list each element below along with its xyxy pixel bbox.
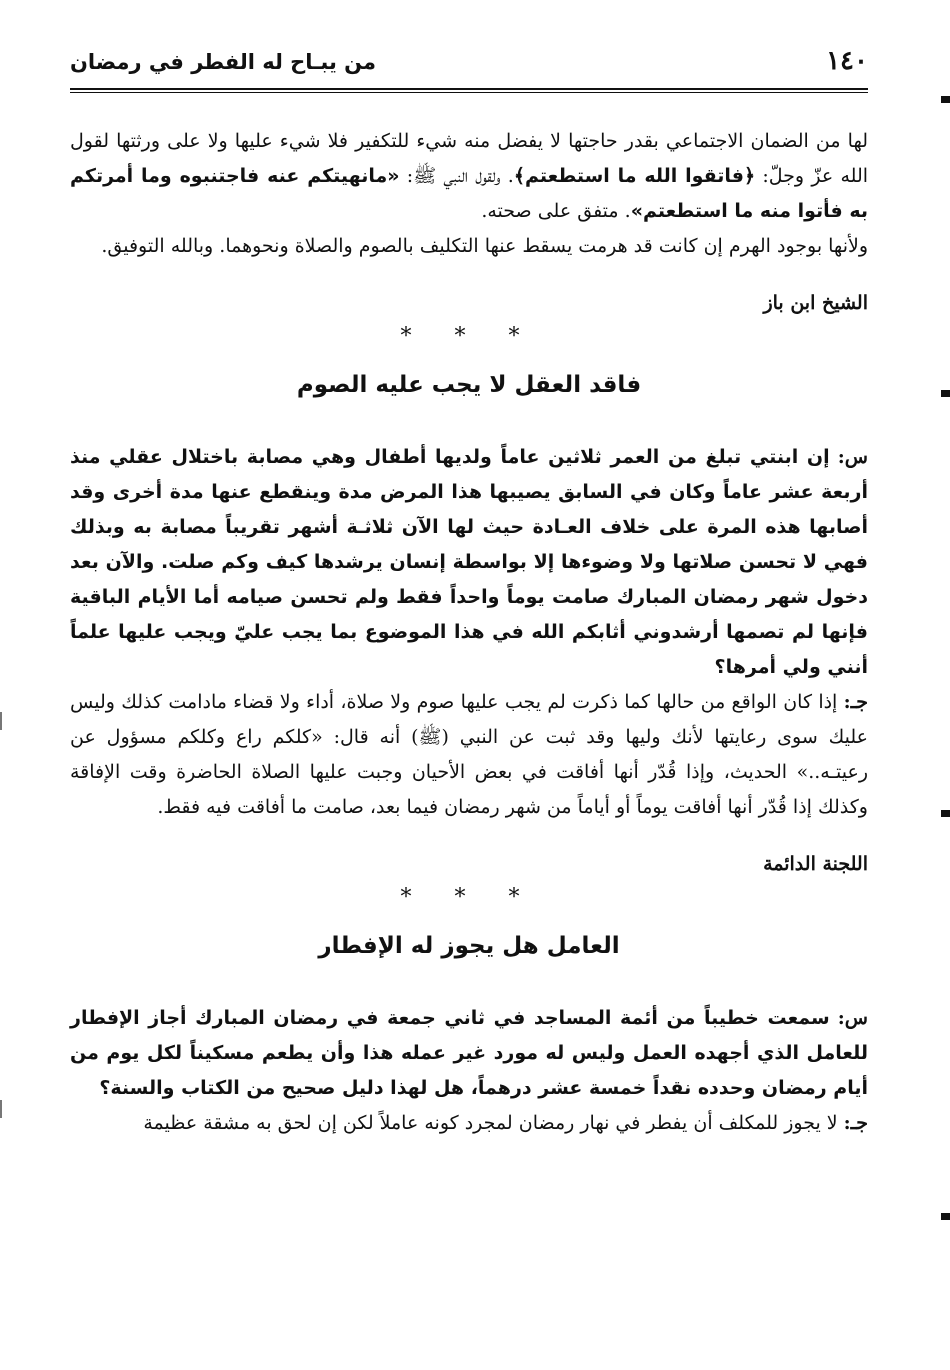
section-separator: * * *: [400, 885, 538, 910]
signature-ibn-baz: الشيخ ابن باز: [763, 292, 868, 314]
quran-quote: ﴿فاتقوا الله ما استطعتم﴾: [513, 165, 756, 187]
page-content: [70, 124, 868, 1141]
paragraph-text: . متفق على صحته.: [481, 200, 631, 222]
hadith-quote: «مانهيتكم عنه فاجتنبوه وما أمرتكم به فأتوا منه ما استطعتم»: [70, 165, 868, 222]
question-label: س:: [837, 1007, 868, 1029]
answer-text: إذا كان الواقع من حالها كما ذكرت لم يجب عليها صوم ولا صلاة، أداء ولا قضاء مادامت كذلك وليس عليك سوى رعايتها لأنك وليها وقد ثبت عن النبي (ﷺ) أنه قال: «كلكم راع وكلكم مسؤول عن رعيتـه..» الحديث، وإذا قُدّر أنها أفاقت في بعض الأحيان وجبت عليها الصلاة الحاضرة وقت الإفاقة وكذلك إذا قُدّر أنها أفاقت يوماً أو أياماً من شهر رمضان فيما بعد، صامت ما أفاقت فيه فقط.: [70, 691, 868, 818]
header-rule: [70, 88, 868, 93]
scan-edge-tick: [0, 1100, 2, 1118]
answer-paragraph: [70, 685, 868, 825]
answer-label: جـ:: [843, 691, 868, 713]
scan-edge-mark: [941, 810, 950, 817]
page-header: [70, 44, 868, 86]
page-number: ١٤٠: [826, 46, 868, 76]
answer-paragraph: [70, 1106, 868, 1141]
answer-text: لا يجوز للمكلف أن يفطر في نهار رمضان لمجرد كونه عاملاً لكن إن لحق به مشقة عظيمة: [143, 1112, 838, 1134]
scan-edge-mark: [941, 1213, 950, 1220]
question-text: إن ابنتي تبلغ من العمر ثلاثين عاماً ولديها أطفال وهي مصابة باختلال عقلي منذ أربعة عشر عاماً وكان في السابق يصيبها هذا المرض مدة وينقطع عنها مدة أخرى وقد أصابها هذه المرة على خلاف العـادة حيث لها الآن ثلاثـة أشهر تقريباً مصابة به وبذلك فهي لا تحسن صلاتها ولا وضوءها إلا بواسطة إنسان يرشدها كيف وكم صلت. والآن بعد دخول شهر رمضان المبارك صامت يوماً واحداً فقط ولم تحسن صيامه أما الأيام الباقية فإنها لم تصمها أرشدوني أثابكم الله في هذا الموضوع بما يجب عليّ ويجب عليها علماً أنني ولي أمرها؟: [70, 446, 868, 678]
paragraph-continuation: [70, 124, 868, 229]
question-paragraph: [70, 1001, 868, 1106]
running-title: من يبـاح له الفطر في رمضان: [70, 50, 377, 74]
scan-edge-mark: [941, 390, 950, 397]
paragraph-text: . ولقول النبي ﷺ:: [399, 165, 514, 187]
paragraph-text: لها من الضمان الاجتماعي بقدر حاجتها لا يفضل منه شيء للتكفير فلا شيء عليها ولا على ورثتها لقول الله عزّ وجلّ:: [70, 130, 869, 187]
paragraph-elderly: ولأنها بوجود الهرم إن كانت قد هرمت يسقط عنها التكليف بالصوم والصلاة ونحوهما. وبالله التوفيق.: [101, 235, 868, 257]
answer-label: جـ:: [843, 1112, 868, 1134]
section-title-insane: فاقد العقل لا يجب عليه الصوم: [296, 372, 642, 398]
section-title-worker: العامل هل يجوز له الإفطار: [318, 933, 620, 959]
section-separator: * * *: [400, 324, 538, 349]
signature-committee: اللجنة الدائمة: [763, 853, 868, 875]
scan-edge-mark: [941, 96, 950, 103]
scan-edge-tick: [0, 712, 2, 730]
question-text: سمعت خطيباً من أئمة المساجد في ثاني جمعة في رمضان المبارك أجاز الإفطار للعامل الذي أجهده العمل وليس له مورد غير عمله هذا وأن يطعم مسكيناً لكل يوم من أيام رمضان وحدده نقداً خمسة عشر درهماً، هل لهذا دليل صحيح من الكتاب والسنة؟: [70, 1007, 868, 1099]
question-label: س:: [837, 446, 868, 468]
question-paragraph: [70, 440, 868, 685]
